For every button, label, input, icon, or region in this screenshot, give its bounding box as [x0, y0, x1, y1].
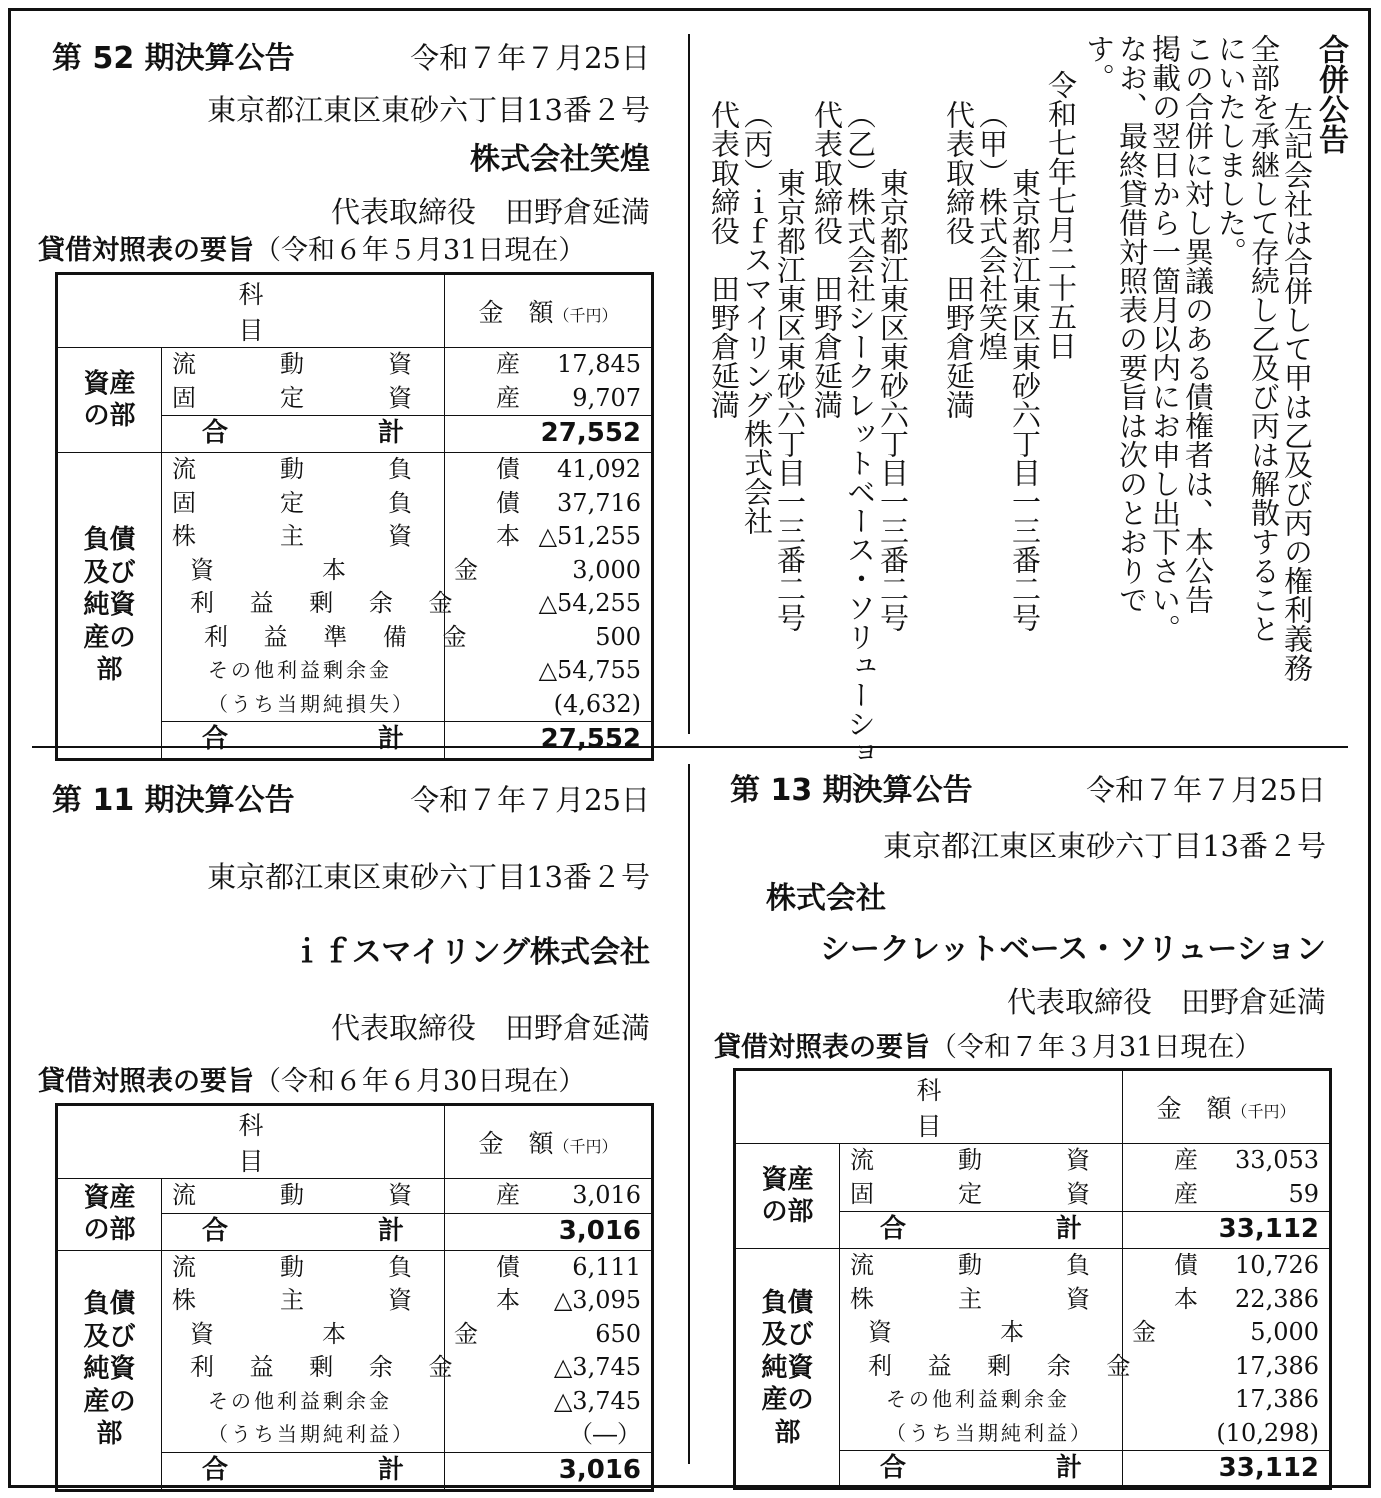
liabilities-items: 流 動 負 債 株 主 資 本 資 本 金 利 益 剰 余 金 その他利益剰余金 （うち当期純利益）	[162, 1250, 445, 1452]
header-amount: 金 額（千円）	[445, 274, 653, 348]
p11-date: 令和７年７月25日	[410, 783, 650, 817]
assets-items: 流 動 資 産 固 定 資 産	[162, 348, 445, 416]
merger-title: 合併公告	[1313, 34, 1348, 154]
p52-address: 東京都江東区東砂六丁目13番２号	[207, 93, 650, 127]
assets-values: 33,053 59	[1123, 1144, 1331, 1212]
liabilities-total: 27,552	[445, 722, 653, 760]
p11-company: ｉｆスマイリング株式会社	[291, 935, 650, 970]
header-item: 科目	[57, 274, 445, 348]
assets-items: 流 動 資 産 固 定 資 産	[840, 1144, 1123, 1212]
liabilities-total-label: 合計	[162, 1452, 445, 1490]
vertical-divider-bottom	[688, 764, 690, 1464]
p13-company-line1: 株式会社	[766, 881, 886, 916]
p11-representative: 代表取締役 田野倉延満	[330, 1011, 650, 1045]
assets-total-label: 合計	[162, 416, 445, 453]
assets-total: 27,552	[445, 416, 653, 453]
liabilities-section-label: 負債及び純資産の部	[57, 1250, 162, 1490]
p13-address: 東京都江東区東砂六丁目13番２号	[883, 829, 1326, 863]
assets-total-label: 合計	[840, 1212, 1123, 1249]
assets-section-label: 資産の部	[57, 1179, 162, 1251]
p52-bs-title: 貸借対照表の要旨（令和６年５月31日現在）	[38, 235, 586, 266]
liabilities-values: 41,092 37,716 △51,255 3,000 △54,255 500 △54,755 (4,632)	[445, 453, 653, 722]
p11-address: 東京都江東区東砂六丁目13番２号	[207, 860, 650, 894]
p52-title: 第 52 期決算公告	[52, 41, 295, 76]
p52-representative: 代表取締役 田野倉延満	[330, 195, 650, 229]
merger-party-b: 東京都江東区東砂六丁目一三番二号 （乙）株式会社シークレットベース・ソリューション 代表取締役 田野倉延満	[810, 100, 910, 796]
assets-section-label: 資産の部	[57, 348, 162, 453]
p11-title: 第 11 期決算公告	[52, 783, 295, 818]
liabilities-values: 6,111 △3,095 650 △3,745 △3,745 （―）	[445, 1250, 653, 1452]
p11-balance-sheet	[55, 1103, 654, 1492]
p13-balance-sheet	[733, 1068, 1332, 1490]
p13-bs-title: 貸借対照表の要旨（令和７年３月31日現在）	[714, 1032, 1262, 1063]
assets-section-label: 資産の部	[735, 1144, 840, 1249]
p52-balance-sheet	[55, 272, 654, 761]
assets-items: 流 動 資 産	[162, 1179, 445, 1214]
assets-total: 33,112	[1123, 1212, 1331, 1249]
assets-total: 3,016	[445, 1213, 653, 1250]
liabilities-items: 流 動 負 債 株 主 資 本 資 本 金 利 益 剰 余 金 その他利益剰余金 （うち当期純利益）	[840, 1249, 1123, 1451]
header-item: 科目	[57, 1105, 445, 1179]
p13-representative: 代表取締役 田野倉延満	[1006, 985, 1326, 1019]
merger-party-c: 東京都江東区東砂六丁目一三番二号 （丙）ｉｆスマイリング株式会社 代表取締役 田野倉延満	[707, 100, 807, 632]
p13-company-line2: シークレットベース・ソリューション	[819, 932, 1326, 967]
liabilities-section-label: 負債及び純資産の部	[57, 453, 162, 760]
header-amount: 金 額（千円）	[445, 1105, 653, 1179]
liabilities-total-label: 合計	[162, 722, 445, 760]
p13-date: 令和７年７月25日	[1086, 773, 1326, 807]
merger-party-a: 東京都江東区東砂六丁目一三番二号 （甲）株式会社笑煌 代表取締役 田野倉延満	[942, 100, 1042, 632]
p52-company: 株式会社笑煌	[470, 142, 650, 177]
p11-bs-title: 貸借対照表の要旨（令和６年６月30日現在）	[38, 1066, 586, 1097]
assets-values: 3,016	[445, 1179, 653, 1214]
liabilities-section-label: 負債及び純資産の部	[735, 1249, 840, 1489]
p13-title: 第 13 期決算公告	[730, 773, 973, 808]
header-amount: 金 額（千円）	[1123, 1070, 1331, 1144]
header-item: 科目	[735, 1070, 1123, 1144]
merger-body: 左記会社は合併して甲は乙及び丙の権利義務 全部を承継して存続し乙及び丙は解散すること にいたしました。 この合併に対し異議のある債権者は、本公告 掲載の翌日から一箇月以内にお申し出下さい。 なお、最終貸借対照表の要旨は次のとおりで す。	[1082, 34, 1314, 682]
assets-values: 17,845 9,707	[445, 348, 653, 416]
liabilities-items: 流 動 負 債 固 定 負 債 株 主 資 本 資 本 金 利 益 剰 余 金 利 益 準 備 金 その他利益剰余金 （うち当期純損失）	[162, 453, 445, 722]
liabilities-values: 10,726 22,386 5,000 17,386 17,386 (10,298)	[1123, 1249, 1331, 1451]
liabilities-total-label: 合計	[840, 1451, 1123, 1489]
merger-date: 令和七年七月二十五日	[1044, 70, 1078, 360]
liabilities-total: 33,112	[1123, 1451, 1331, 1489]
assets-total-label: 合計	[162, 1213, 445, 1250]
p52-date: 令和７年７月25日	[410, 41, 650, 75]
vertical-divider-top	[688, 34, 690, 734]
liabilities-total: 3,016	[445, 1452, 653, 1490]
